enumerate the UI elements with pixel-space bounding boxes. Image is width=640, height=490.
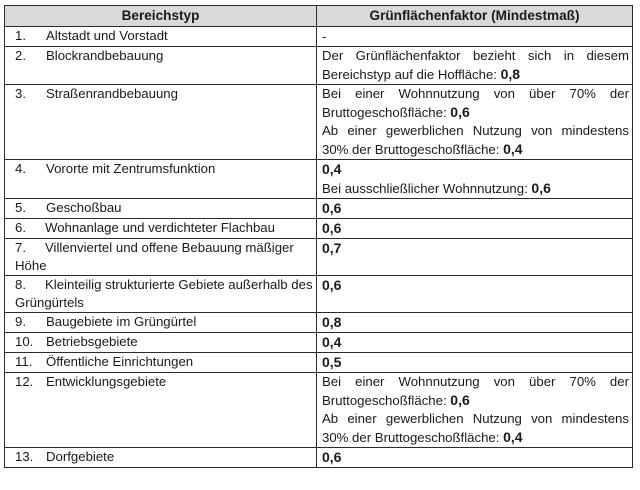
row-number: 13. xyxy=(15,449,34,464)
row-number: 1. xyxy=(15,28,26,43)
row-number: 3. xyxy=(15,86,26,101)
row-number: 6. xyxy=(15,220,26,235)
row-label: Betriebsgebiete xyxy=(46,334,138,349)
factor-value: 0,8 xyxy=(322,314,342,330)
factor-value: 0,4 xyxy=(322,334,342,350)
factor-paragraph xyxy=(322,276,629,295)
factor-cell xyxy=(317,160,633,199)
row-number: 4. xyxy=(15,161,26,176)
factor-paragraph xyxy=(322,333,629,352)
factor-paragraph xyxy=(322,373,629,410)
bereichstyp-label xyxy=(10,353,313,371)
row-number: 11. xyxy=(15,354,33,369)
bereichstyp-label xyxy=(10,160,313,178)
factor-paragraph xyxy=(322,199,629,218)
factor-cell xyxy=(317,276,633,313)
factor-paragraph xyxy=(322,353,629,372)
factor-paragraph xyxy=(322,47,629,84)
factor-cell xyxy=(317,448,633,468)
factor-value: 0,4 xyxy=(503,429,523,445)
factor-text: - xyxy=(322,29,327,44)
factor-value: 0,6 xyxy=(322,449,342,465)
row-number: 9. xyxy=(15,314,26,329)
bereichstyp-cell xyxy=(5,160,317,199)
table-row xyxy=(5,27,633,47)
factor-paragraph xyxy=(322,27,629,46)
factor-cell xyxy=(317,85,633,160)
factor-cell xyxy=(317,373,633,448)
row-label: Wohnanlage und verdichteter Flachbau xyxy=(45,220,275,235)
bereichstyp-cell xyxy=(5,27,317,47)
factor-paragraph xyxy=(322,410,629,447)
bereichstyp-label xyxy=(10,85,313,103)
factor-cell xyxy=(317,219,633,239)
bereichstyp-cell xyxy=(5,313,317,333)
factor-value: 0,7 xyxy=(322,240,342,256)
factor-paragraph xyxy=(322,313,629,332)
bereichstyp-cell xyxy=(5,239,317,276)
factor-value: 0,8 xyxy=(500,66,521,82)
table-body xyxy=(5,27,633,468)
bereichstyp-cell xyxy=(5,373,317,448)
row-label: Geschoßbau xyxy=(46,200,122,215)
header-row xyxy=(5,6,633,27)
factor-paragraph xyxy=(322,179,629,198)
factor-text: Bei einer Wohnnutzung von über 70% der Bruttogeschoßfläche: xyxy=(322,374,629,408)
row-label: Dorfgebiete xyxy=(46,449,115,464)
table-row xyxy=(5,239,633,276)
factor-value: 0,4 xyxy=(322,161,342,177)
table-row xyxy=(5,219,633,239)
row-number: 5. xyxy=(15,200,26,215)
factor-cell xyxy=(317,239,633,276)
factor-text: Bei einer Wohnnutzung von über 70% der Bruttogeschoßfläche: xyxy=(322,86,629,120)
bereichstyp-label xyxy=(10,373,313,391)
row-number: 10. xyxy=(15,334,34,349)
table-row xyxy=(5,199,633,219)
factor-value: 0,6 xyxy=(531,180,551,196)
row-label: Straßenrandbebauung xyxy=(46,86,178,101)
table-row xyxy=(5,333,633,353)
factor-cell xyxy=(317,353,633,373)
bereichstyp-cell xyxy=(5,333,317,353)
factor-paragraph xyxy=(322,85,629,122)
row-label: Blockrandbebauung xyxy=(46,48,164,63)
bereichstyp-label xyxy=(10,219,313,237)
factor-text: Ab einer gewerblichen Nutzung von mindestens 30% der Bruttogeschoßfläche: xyxy=(322,411,629,445)
row-number: 2. xyxy=(15,48,26,63)
factor-value: 0,6 xyxy=(322,220,342,236)
factor-paragraph xyxy=(322,448,629,467)
row-label: Altstadt und Vorstadt xyxy=(46,28,168,43)
row-label: Kleinteilig strukturierte Gebiete außerhalb des Grüngürtels xyxy=(15,277,313,310)
document-page xyxy=(4,5,632,468)
table-row xyxy=(5,448,633,468)
bereichstyp-cell xyxy=(5,47,317,85)
bereichstyp-cell xyxy=(5,219,317,239)
factor-text: Ab einer gewerblichen Nutzung von mindestens 30% der Bruttogeschoßfläche: xyxy=(322,123,629,157)
row-label: Villenviertel und offene Bebauung mäßiger Höhe xyxy=(15,240,294,273)
greenspace-factor-table xyxy=(4,5,633,468)
bereichstyp-cell xyxy=(5,199,317,219)
bereichstyp-cell xyxy=(5,85,317,160)
table-row xyxy=(5,47,633,85)
factor-value: 0,4 xyxy=(503,141,523,157)
bereichstyp-cell xyxy=(5,448,317,468)
table-header xyxy=(5,6,633,27)
factor-cell xyxy=(317,313,633,333)
row-label: Baugebiete im Grüngürtel xyxy=(46,314,197,329)
table-row xyxy=(5,313,633,333)
factor-paragraph xyxy=(322,219,629,238)
table-row xyxy=(5,353,633,373)
bereichstyp-label xyxy=(10,448,313,466)
table-row xyxy=(5,276,633,313)
row-label: Entwicklungsgebiete xyxy=(46,374,167,389)
factor-text: Der Grünflächenfaktor bezieht sich in diesem Bereichstyp auf die Hoffläche: xyxy=(322,48,629,82)
row-label: Öffentliche Einrichtungen xyxy=(46,354,194,369)
header-gruenflaechenfaktor: Grünflächenfaktor (Mindestmaß) xyxy=(317,6,633,27)
factor-cell xyxy=(317,27,633,47)
bereichstyp-cell xyxy=(5,276,317,313)
bereichstyp-label xyxy=(10,333,313,351)
table-row xyxy=(5,160,633,199)
factor-paragraph xyxy=(322,122,629,159)
factor-value: 0,6 xyxy=(450,392,470,408)
factor-paragraph xyxy=(322,239,629,258)
bereichstyp-label xyxy=(10,239,313,275)
bereichstyp-label xyxy=(10,276,313,312)
factor-cell xyxy=(317,199,633,219)
bereichstyp-label xyxy=(10,199,313,217)
bereichstyp-label xyxy=(10,27,313,45)
bereichstyp-label xyxy=(10,47,313,65)
table-row xyxy=(5,373,633,448)
factor-cell xyxy=(317,333,633,353)
row-label: Vororte mit Zentrumsfunktion xyxy=(46,161,216,176)
factor-value: 0,6 xyxy=(322,277,342,293)
factor-value: 0,6 xyxy=(450,104,470,120)
bereichstyp-cell xyxy=(5,353,317,373)
row-number: 7. xyxy=(15,240,26,255)
bereichstyp-label xyxy=(10,313,313,331)
factor-text: Bei ausschließlicher Wohnnutzung: xyxy=(322,181,532,196)
header-bereichstyp: Bereichstyp xyxy=(5,6,317,27)
factor-cell xyxy=(317,47,633,85)
row-number: 12. xyxy=(15,374,34,389)
factor-paragraph xyxy=(322,160,629,179)
factor-value: 0,5 xyxy=(322,354,342,370)
row-number: 8. xyxy=(15,277,26,292)
factor-value: 0,6 xyxy=(322,200,342,216)
table-row xyxy=(5,85,633,160)
